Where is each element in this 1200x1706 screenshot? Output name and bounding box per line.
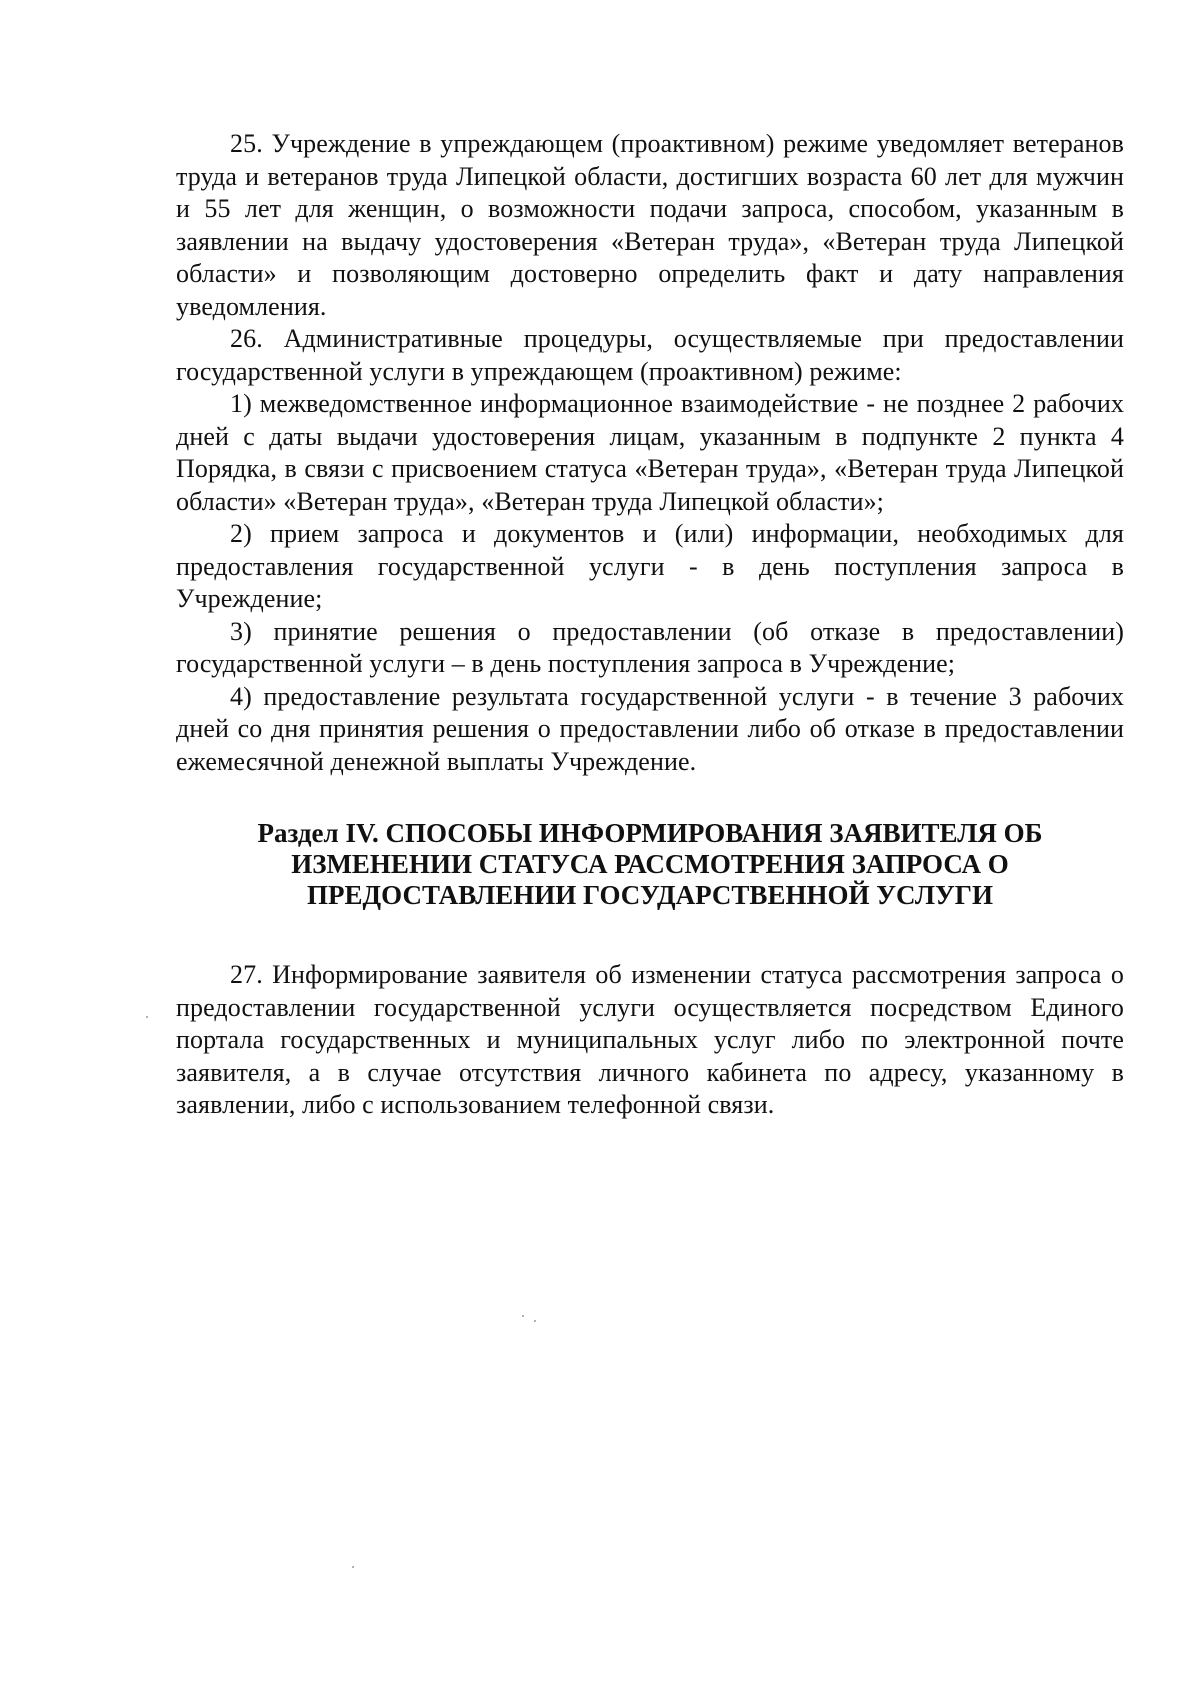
scan-speck <box>522 1315 524 1317</box>
list-item-3: 3) принятие решения о предоставлении (об отказе в предоставлении) государственной услуги – в день поступления запроса в Учреждение; <box>176 616 1124 678</box>
section-heading-line: ИЗМЕНЕНИИ СТАТУСА РАССМОТРЕНИЯ ЗАПРОСА О <box>291 849 1009 879</box>
section-heading-line: Раздел IV. СПОСОБЫ ИНФОРМИРОВАНИЯ ЗАЯВИТЕЛЯ ОБ <box>257 818 1043 848</box>
scan-speck <box>146 1016 148 1018</box>
section-heading <box>176 818 1124 911</box>
section-heading-line: ПРЕДОСТАВЛЕНИИ ГОСУДАРСТВЕННОЙ УСЛУГИ <box>307 880 993 910</box>
paragraph-26: 26. Административные процедуры, осуществляемые при предоставлении государственной услуги в упреждающем (проактивном) режиме: <box>176 324 1124 386</box>
paragraph-27: 27. Информирование заявителя об изменении статуса рассмотрения запроса о предоставлении государственной услуги осуществляется посредством Единого портала государственных и муниципальных услуг либо по электронной почте заявителя, а в случае отсутствия личного кабинета по адресу, указанному в заявлении, либо с использованием телефонной связи. <box>176 960 1124 1119</box>
scan-speck <box>352 1566 354 1568</box>
list-item-2: 2) прием запроса и документов и (или) информации, необходимых для предоставления государственной услуги - в день поступления запроса в Учреждение; <box>176 519 1124 613</box>
document-body <box>176 128 1124 1122</box>
paragraph-25: 25. Учреждение в упреждающем (проактивном) режиме уведомляет ветеранов труда и ветеранов труда Липецкой области, достигших возраста 60 лет для мужчин и 55 лет для женщин, о возможности подачи запроса, способом, указанным в заявлении на выдачу удостоверения «Ветеран труда», «Ветеран труда Липецкой области» и позволяющим достоверно определить факт и дату направления уведомления. <box>176 129 1124 321</box>
list-item-4: 4) предоставление результата государственной услуги - в течение 3 рабочих дней со дня принятия решения о предоставлении либо об отказе в предоставлении ежемесячной денежной выплаты Учреждение. <box>176 681 1124 776</box>
scan-speck <box>534 1320 536 1322</box>
list-item-1: 1) межведомственное информационное взаимодействие - не позднее 2 рабочих дней с даты выдачи удостоверения лицам, указанным в подпункте 2 пункта 4 Порядка, в связи с присвоением статуса «Ветеран труда», «Ветеран труда Липецкой области» «Ветеран труда», «Ветеран труда Липецкой области»; <box>176 389 1124 516</box>
